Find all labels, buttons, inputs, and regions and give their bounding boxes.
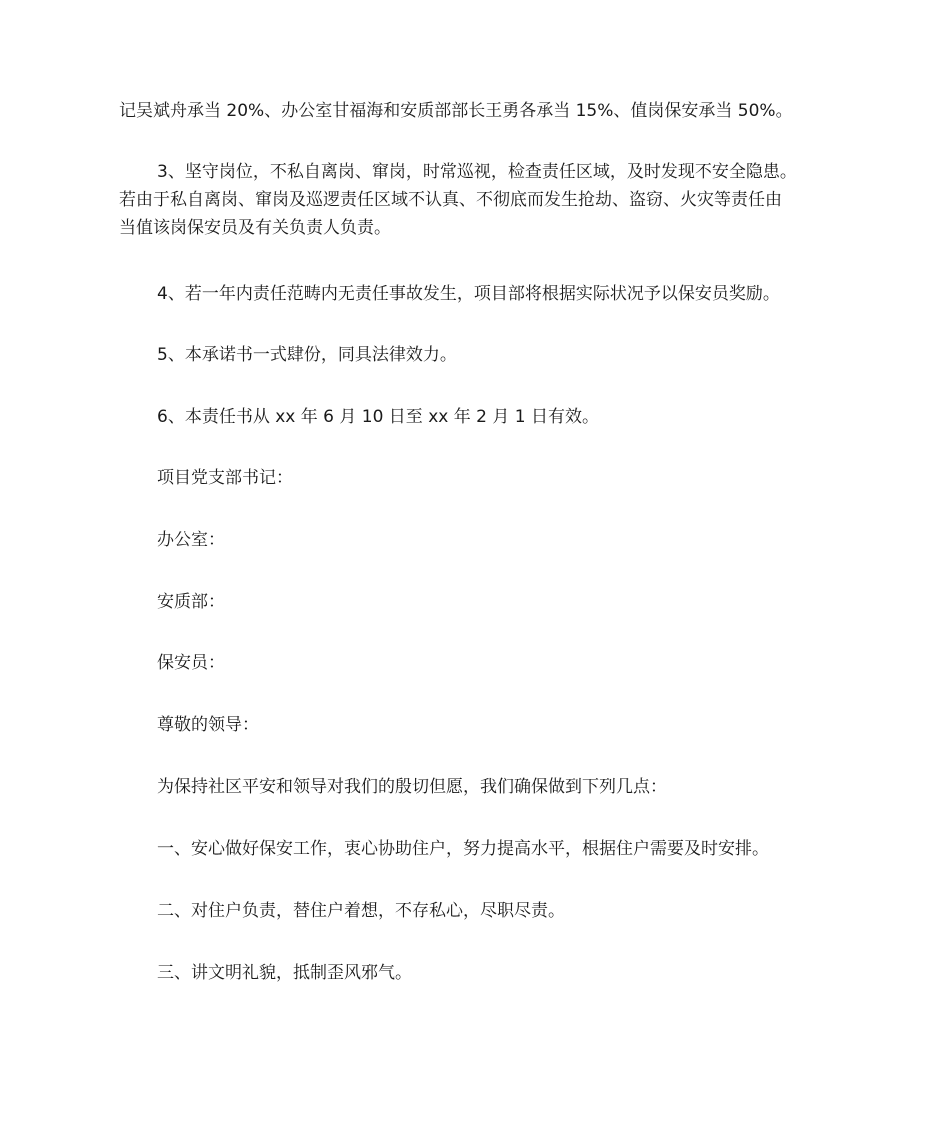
signature-security-guard: 保安员： xyxy=(157,653,225,673)
signature-party-secretary: 项目党支部书记： xyxy=(157,468,293,488)
paragraph-point-3: 三、讲文明礼貌，抵制歪风邪气。 xyxy=(157,963,412,983)
paragraph-line: 3、坚守岗位，不私自离岗、窜岗，时常巡视，检查责任区域，及时发现不安全隐患。 xyxy=(157,162,797,182)
paragraph-point-2: 二、对住户负责，替住户着想，不存私心，尽职尽责。 xyxy=(157,901,565,921)
paragraph-item-6: 6、本责任书从 xx 年 6 月 10 日至 xx 年 2 月 1 日有效。 xyxy=(157,407,599,427)
paragraph-line: 当值该岗保安员及有关负责人负责。 xyxy=(119,218,391,238)
paragraph-continued: 记吴斌舟承当 20%、办公室甘福海和安质部部长王勇各承当 15%、值岗保安承当 50%。 xyxy=(119,101,793,121)
signature-quality-dept: 安质部： xyxy=(157,592,225,612)
paragraph-item-4: 4、若一年内责任范畴内无责任事故发生，项目部将根据实际状况予以保安员奖励。 xyxy=(157,284,780,304)
signature-office: 办公室： xyxy=(157,530,225,550)
paragraph-intro: 为保持社区平安和领导对我们的殷切但愿，我们确保做到下列几点： xyxy=(157,777,667,797)
paragraph-item-5: 5、本承诺书一式肆份，同具法律效力。 xyxy=(157,345,457,365)
paragraph-line: 若由于私自离岗、窜岗及巡逻责任区域不认真、不彻底而发生抢劫、盗窃、火灾等责任由 xyxy=(119,190,782,210)
paragraph-point-1: 一、安心做好保安工作，衷心协助住户，努力提高水平，根据住户需要及时安排。 xyxy=(157,839,769,859)
salutation: 尊敬的领导： xyxy=(157,715,259,735)
paragraph-item-3 xyxy=(119,158,859,242)
